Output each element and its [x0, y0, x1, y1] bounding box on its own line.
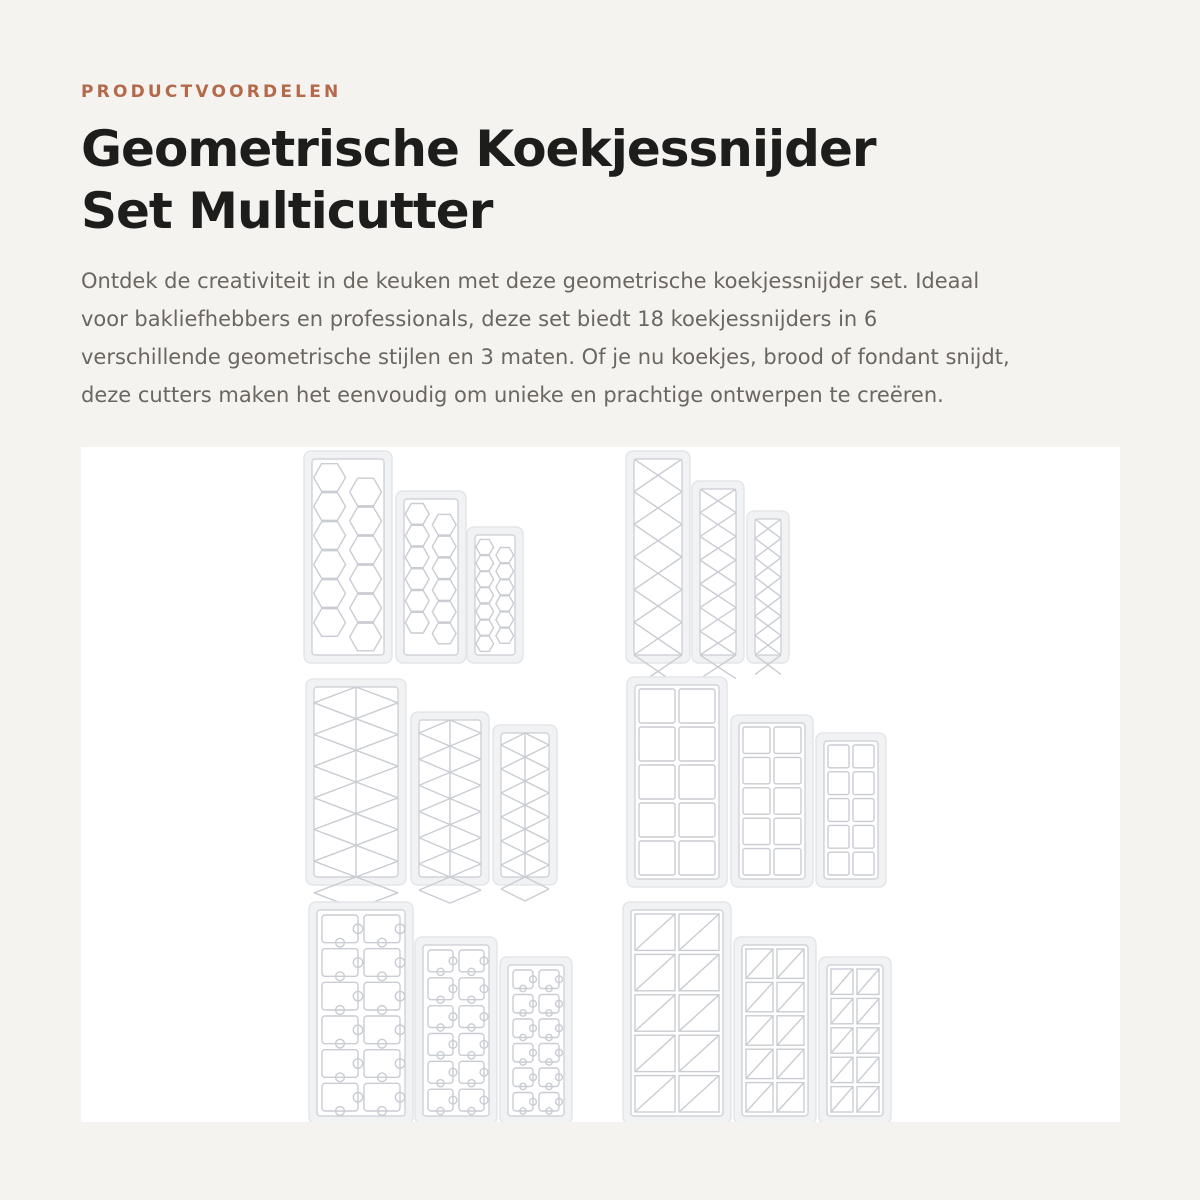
cutter-set-triangle-icon: [306, 679, 557, 909]
cutter-set-puzzle-icon: [309, 902, 572, 1122]
cutter-set-illustration: [81, 447, 1120, 1122]
description-line: Ontdek de creativiteit in de keuken met deze geometrische koekjessnijder set. Ideaal: [81, 269, 980, 293]
section-eyebrow: PRODUCTVOORDELEN: [81, 82, 342, 102]
product-title: [81, 118, 1081, 242]
cutter-set-square-icon: [627, 677, 886, 887]
product-description: [81, 262, 1091, 414]
description-line: deze cutters maken het eenvoudig om unieke en prachtige ontwerpen te creëren.: [81, 383, 944, 407]
product-image: [81, 447, 1120, 1122]
description-line: verschillende geometrische stijlen en 3 maten. Of je nu koekjes, brood of fondant snijdt,: [81, 345, 1010, 369]
description-line: voor bakliefhebbers en professionals, deze set biedt 18 koekjessnijders in 6: [81, 307, 878, 331]
cutter-set-right-triangle-icon: [623, 902, 891, 1122]
cutter-set-diamond-icon: [626, 451, 789, 688]
product-title-line: Set Multicutter: [81, 182, 493, 240]
cutter-set-hexagon-icon: [304, 451, 523, 663]
product-title-line: Geometrische Koekjessnijder: [81, 120, 876, 178]
